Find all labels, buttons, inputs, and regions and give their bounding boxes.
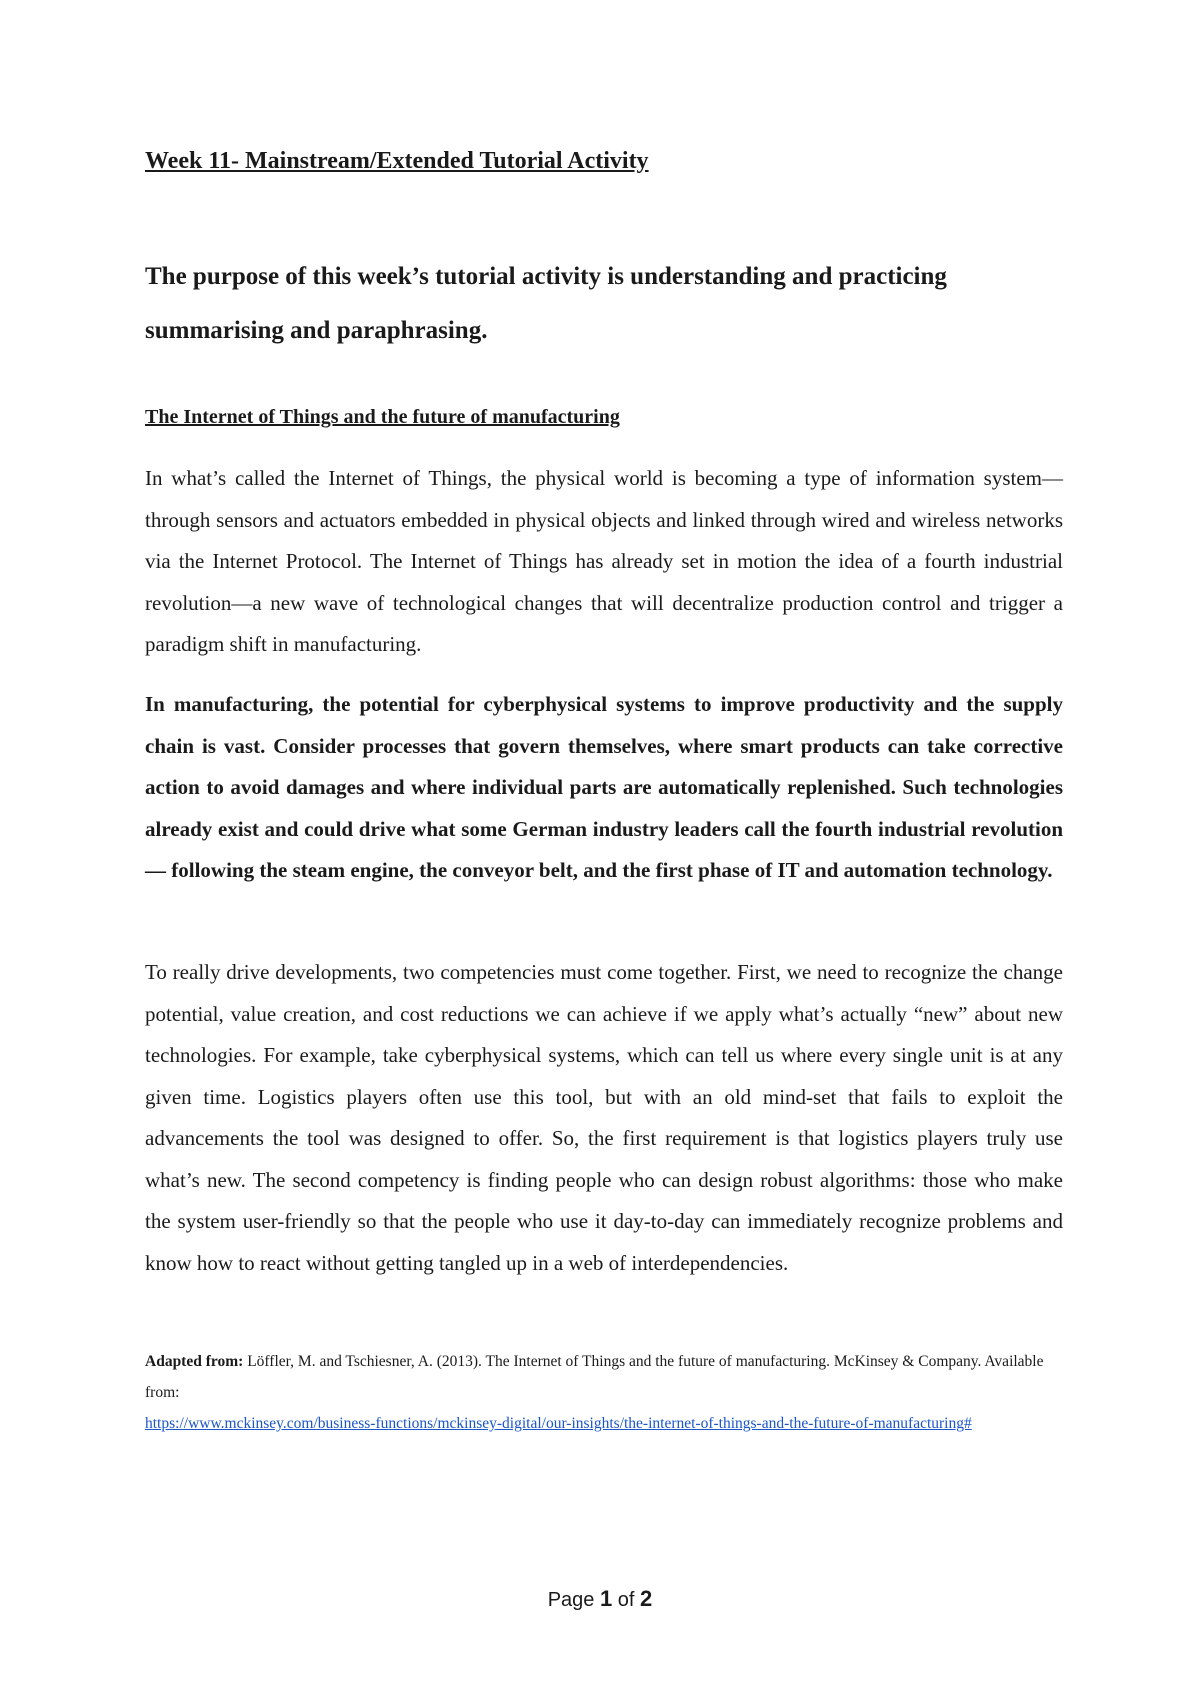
page-of-label: of xyxy=(612,1589,641,1611)
section-heading: The Internet of Things and the future of manufacturing xyxy=(145,406,620,428)
current-page-number: 1 xyxy=(599,1586,613,1611)
citation-text: Löffler, M. and Tschiesner, A. (2013). The Internet of Things and the future of manufacturing. McKinsey & Company. Available from: xyxy=(145,1353,1044,1401)
page-title: Week 11- Mainstream/Extended Tutorial Activity xyxy=(145,148,649,174)
page-label: Page xyxy=(547,1589,600,1611)
total-page-number: 2 xyxy=(640,1586,653,1611)
body-paragraph-3: To really drive developments, two competencies must come together. First, we need to recognize the change potential, value creation, and cost reductions we can achieve if we apply what’s actually “new” about new technologies. For example, take cyberphysical systems, which can tell us where every single unit is at any given time. Logistics players often use this tool, but with an old mind-set that fails to exploit the advancements the tool was designed to offer. So, the first requirement is that logistics players truly use what’s new. The second competency is finding people who can design robust algorithms: those who make the system user-friendly so that the people who use it day-to-day can immediately recognize problems and know how to react without getting tangled up in a web of interdependencies. xyxy=(145,960,1063,1275)
body-paragraph-2-bold: In manufacturing, the potential for cyberphysical systems to improve productivity and the supply chain is vast. Consider processes that govern themselves, where smart products can take corrective action to avoid damages and where individual parts are automatically replenished. Such technologies already exist and could drive what some German industry leaders call the fourth industrial revolution— following the steam engine, the conveyor belt, and the first phase of IT and automation technology. xyxy=(145,692,1063,882)
citation-label: Adapted from: xyxy=(145,1353,244,1370)
body-paragraph-1: In what’s called the Internet of Things, the physical world is becoming a type of information system—through sensors and actuators embedded in physical objects and linked through wired and wireless networks via the Internet Protocol. The Internet of Things has already set in motion the idea of a fourth industrial revolution—a new wave of technological changes that will decentralize production control and trigger a paradigm shift in manufacturing. xyxy=(145,466,1063,656)
page-number-footer xyxy=(0,1586,1200,1612)
source-citation xyxy=(145,1346,1063,1439)
citation-link[interactable]: https://www.mckinsey.com/business-functions/mckinsey-digital/our-insights/the-internet-of-things-and-the-future-of-manufacturing# xyxy=(145,1415,972,1432)
purpose-statement: The purpose of this week’s tutorial activity is understanding and practicing summarising and paraphrasing. xyxy=(145,263,947,344)
